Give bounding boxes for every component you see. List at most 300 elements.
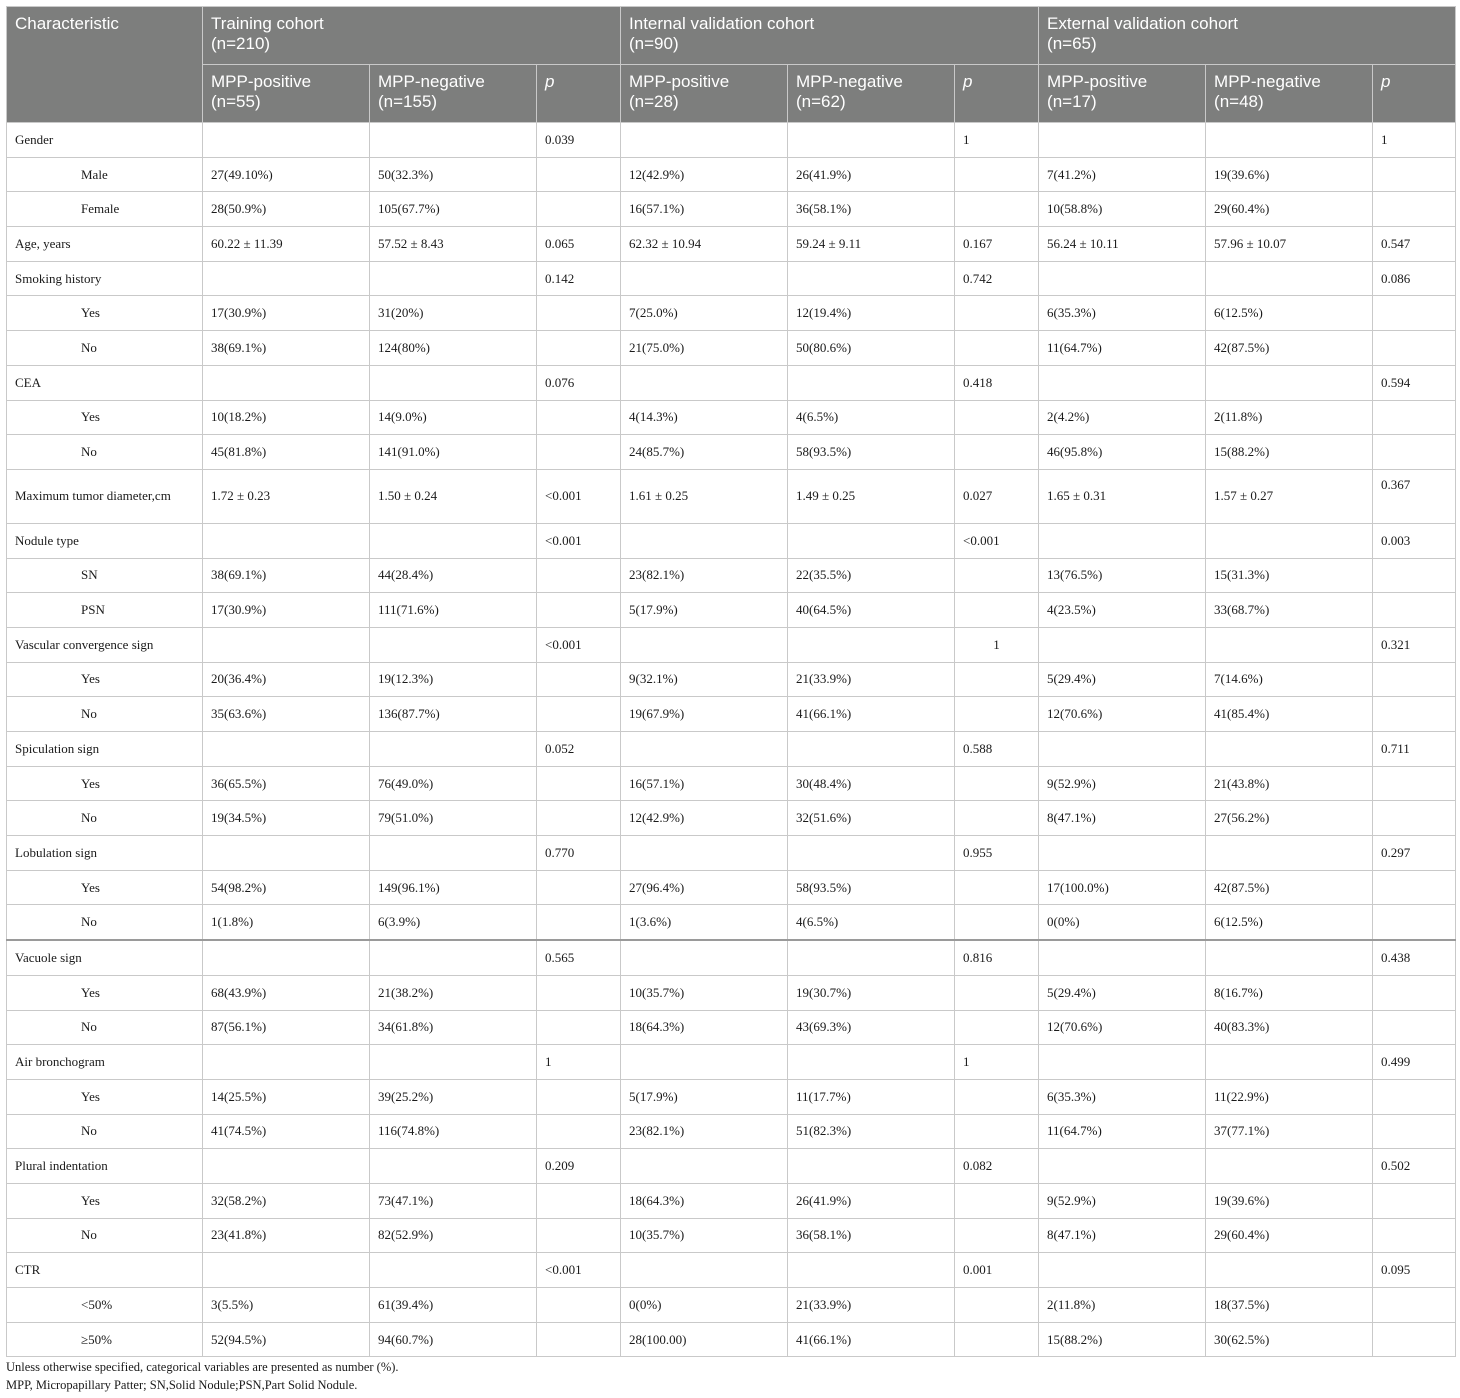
value-cell: 12(42.9%) — [621, 801, 788, 836]
value-cell: 44(28.4%) — [370, 558, 537, 593]
value-cell: 21(75.0%) — [621, 331, 788, 366]
value-cell: 13(76.5%) — [1039, 558, 1206, 593]
row-label: Vascular convergence sign — [7, 627, 203, 662]
value-cell — [203, 1045, 370, 1080]
value-cell — [621, 261, 788, 296]
value-cell — [1206, 1045, 1373, 1080]
value-cell — [1039, 1045, 1206, 1080]
p-value-cell — [1373, 157, 1456, 192]
p-value-cell — [537, 905, 621, 940]
row-label: Age, years — [7, 227, 203, 262]
value-cell — [370, 940, 537, 975]
value-cell: 17(30.9%) — [203, 593, 370, 628]
value-cell: 50(80.6%) — [788, 331, 955, 366]
group-n: (n=28) — [629, 92, 679, 111]
p-value-cell: 0.052 — [537, 732, 621, 767]
value-cell: 21(43.8%) — [1206, 766, 1373, 801]
row-label: Female — [7, 192, 203, 227]
p-value-cell — [1373, 192, 1456, 227]
value-cell — [203, 1253, 370, 1288]
value-cell: 45(81.8%) — [203, 435, 370, 470]
value-cell: 38(69.1%) — [203, 331, 370, 366]
cohort-n: (n=90) — [629, 34, 679, 53]
value-cell — [370, 627, 537, 662]
value-cell — [788, 1149, 955, 1184]
value-cell — [621, 1149, 788, 1184]
value-cell: 6(35.3%) — [1039, 1079, 1206, 1114]
value-cell: 10(35.7%) — [621, 975, 788, 1010]
p-value-cell — [537, 697, 621, 732]
value-cell — [1039, 1149, 1206, 1184]
p-value-cell: 1 — [955, 1045, 1039, 1080]
value-cell — [370, 1045, 537, 1080]
p-value-cell: <0.001 — [537, 469, 621, 523]
value-cell: 10(58.8%) — [1039, 192, 1206, 227]
p-value-cell — [537, 1288, 621, 1323]
value-cell: 50(32.3%) — [370, 157, 537, 192]
table-subrow — [7, 157, 1456, 192]
value-cell: 8(16.7%) — [1206, 975, 1373, 1010]
value-cell: 6(12.5%) — [1206, 296, 1373, 331]
row-label: No — [7, 905, 203, 940]
table-subrow — [7, 296, 1456, 331]
value-cell: 23(82.1%) — [621, 558, 788, 593]
value-cell: 2(4.2%) — [1039, 400, 1206, 435]
p-value-cell — [537, 975, 621, 1010]
row-label: No — [7, 1114, 203, 1149]
p-value-cell: 0.742 — [955, 261, 1039, 296]
row-label: Yes — [7, 662, 203, 697]
value-cell — [1039, 836, 1206, 871]
p-value-cell — [1373, 697, 1456, 732]
header-p-value: p — [1373, 65, 1456, 123]
value-cell: 4(14.3%) — [621, 400, 788, 435]
p-value-cell — [955, 558, 1039, 593]
p-value-cell: 0.418 — [955, 365, 1039, 400]
p-value-cell: 0.065 — [537, 227, 621, 262]
value-cell — [1206, 1253, 1373, 1288]
row-label: No — [7, 801, 203, 836]
value-cell: 40(83.3%) — [1206, 1010, 1373, 1045]
header-row-cohorts — [7, 7, 1456, 65]
value-cell: 9(52.9%) — [1039, 766, 1206, 801]
footnote: MPP, Micropapillary Patter; SN,Solid Nodule;PSN,Part Solid Nodule. — [6, 1378, 358, 1392]
table-row — [7, 365, 1456, 400]
p-value-cell: 1 — [955, 123, 1039, 158]
p-value-cell — [955, 662, 1039, 697]
value-cell — [1039, 365, 1206, 400]
value-cell: 111(71.6%) — [370, 593, 537, 628]
value-cell: 19(39.6%) — [1206, 1183, 1373, 1218]
table-subrow — [7, 975, 1456, 1010]
value-cell: 12(70.6%) — [1039, 697, 1206, 732]
value-cell: 11(22.9%) — [1206, 1079, 1373, 1114]
value-cell: 36(58.1%) — [788, 192, 955, 227]
p-value-cell: 0.588 — [955, 732, 1039, 767]
value-cell: 1.57 ± 0.27 — [1206, 469, 1373, 523]
table-subrow — [7, 331, 1456, 366]
p-value-cell: 0.001 — [955, 1253, 1039, 1288]
p-value-cell — [1373, 1114, 1456, 1149]
p-value-cell — [1373, 1079, 1456, 1114]
value-cell: 28(50.9%) — [203, 192, 370, 227]
value-cell — [621, 732, 788, 767]
value-cell — [370, 523, 537, 558]
value-cell: 19(30.7%) — [788, 975, 955, 1010]
value-cell: 60.22 ± 11.39 — [203, 227, 370, 262]
value-cell: 57.96 ± 10.07 — [1206, 227, 1373, 262]
row-label: Yes — [7, 400, 203, 435]
table-row — [7, 261, 1456, 296]
p-value-cell: 1 — [537, 1045, 621, 1080]
value-cell: 14(9.0%) — [370, 400, 537, 435]
value-cell: 116(74.8%) — [370, 1114, 537, 1149]
p-value-cell — [1373, 296, 1456, 331]
p-value-cell: 0.027 — [955, 469, 1039, 523]
value-cell — [203, 627, 370, 662]
value-cell — [788, 836, 955, 871]
p-value-cell — [1373, 435, 1456, 470]
p-value-cell: 0.816 — [955, 940, 1039, 975]
value-cell — [1206, 261, 1373, 296]
value-cell: 21(33.9%) — [788, 1288, 955, 1323]
value-cell — [788, 365, 955, 400]
p-value-cell — [1373, 1288, 1456, 1323]
value-cell: 15(88.2%) — [1206, 435, 1373, 470]
table-subrow — [7, 1114, 1456, 1149]
value-cell — [203, 365, 370, 400]
value-cell: 8(47.1%) — [1039, 801, 1206, 836]
header-mpp-negative — [1206, 65, 1373, 123]
p-value-cell — [1373, 766, 1456, 801]
value-cell: 1(3.6%) — [621, 905, 788, 940]
value-cell: 18(64.3%) — [621, 1010, 788, 1045]
p-value-cell: 0.086 — [1373, 261, 1456, 296]
value-cell: 19(12.3%) — [370, 662, 537, 697]
p-value-cell — [1373, 1010, 1456, 1045]
p-value-cell: 1 — [955, 627, 1039, 662]
table-subrow — [7, 801, 1456, 836]
p-value-cell — [537, 296, 621, 331]
p-value-cell: 0.003 — [1373, 523, 1456, 558]
value-cell: 1.72 ± 0.23 — [203, 469, 370, 523]
value-cell — [370, 1253, 537, 1288]
group-n: (n=62) — [796, 92, 846, 111]
value-cell: 8(47.1%) — [1039, 1218, 1206, 1253]
table-subrow — [7, 905, 1456, 940]
value-cell: 36(65.5%) — [203, 766, 370, 801]
value-cell: 6(12.5%) — [1206, 905, 1373, 940]
p-value-cell — [537, 662, 621, 697]
p-value-cell: 0.142 — [537, 261, 621, 296]
p-value-cell — [1373, 1218, 1456, 1253]
table-subrow — [7, 1010, 1456, 1045]
value-cell: 11(64.7%) — [1039, 331, 1206, 366]
p-value-cell — [1373, 1322, 1456, 1357]
characteristics-table — [6, 6, 1456, 1357]
cohort-n: (n=65) — [1047, 34, 1097, 53]
value-cell: 24(85.7%) — [621, 435, 788, 470]
p-value-cell — [955, 400, 1039, 435]
value-cell: 26(41.9%) — [788, 1183, 955, 1218]
value-cell: 33(68.7%) — [1206, 593, 1373, 628]
header-mpp-positive — [621, 65, 788, 123]
p-value-cell: 0.711 — [1373, 732, 1456, 767]
value-cell: 141(91.0%) — [370, 435, 537, 470]
table-subrow — [7, 1288, 1456, 1323]
value-cell: 19(67.9%) — [621, 697, 788, 732]
header-external-validation-cohort — [1039, 7, 1456, 65]
group-label: MPP-negative — [796, 72, 903, 91]
value-cell — [788, 123, 955, 158]
value-cell: 27(56.2%) — [1206, 801, 1373, 836]
value-cell — [203, 836, 370, 871]
p-value-cell: 0.565 — [537, 940, 621, 975]
value-cell: 4(6.5%) — [788, 905, 955, 940]
row-label: No — [7, 1010, 203, 1045]
value-cell: 68(43.9%) — [203, 975, 370, 1010]
p-value-cell — [537, 801, 621, 836]
value-cell: 12(42.9%) — [621, 157, 788, 192]
row-label: Smoking history — [7, 261, 203, 296]
value-cell — [621, 627, 788, 662]
table-subrow — [7, 1183, 1456, 1218]
value-cell: 43(69.3%) — [788, 1010, 955, 1045]
table-subrow — [7, 1322, 1456, 1357]
value-cell: 124(80%) — [370, 331, 537, 366]
value-cell — [1206, 365, 1373, 400]
value-cell: 1.50 ± 0.24 — [370, 469, 537, 523]
value-cell — [370, 732, 537, 767]
p-value-cell — [537, 593, 621, 628]
value-cell: 2(11.8%) — [1039, 1288, 1206, 1323]
p-value-cell — [955, 766, 1039, 801]
value-cell: 15(88.2%) — [1039, 1322, 1206, 1357]
p-value-cell — [955, 157, 1039, 192]
value-cell: 87(56.1%) — [203, 1010, 370, 1045]
table-row — [7, 227, 1456, 262]
table-subrow — [7, 870, 1456, 905]
p-value-cell — [1373, 400, 1456, 435]
cohort-n: (n=210) — [211, 34, 271, 53]
table-subrow — [7, 400, 1456, 435]
value-cell: 29(60.4%) — [1206, 192, 1373, 227]
row-label: PSN — [7, 593, 203, 628]
value-cell: 18(64.3%) — [621, 1183, 788, 1218]
p-value-cell: 0.167 — [955, 227, 1039, 262]
value-cell: 31(20%) — [370, 296, 537, 331]
p-value-cell — [955, 593, 1039, 628]
value-cell: 6(3.9%) — [370, 905, 537, 940]
group-label: MPP-negative — [378, 72, 485, 91]
p-value-cell — [1373, 975, 1456, 1010]
value-cell: 39(25.2%) — [370, 1079, 537, 1114]
row-label: Yes — [7, 870, 203, 905]
row-label: No — [7, 1218, 203, 1253]
p-value-cell: <0.001 — [537, 523, 621, 558]
table-subrow — [7, 593, 1456, 628]
header-mpp-positive — [1039, 65, 1206, 123]
value-cell: 73(47.1%) — [370, 1183, 537, 1218]
row-label: Yes — [7, 296, 203, 331]
table-row — [7, 1253, 1456, 1288]
p-value-cell — [537, 1010, 621, 1045]
p-value-cell — [537, 1114, 621, 1149]
value-cell — [1206, 732, 1373, 767]
table-subrow — [7, 697, 1456, 732]
p-value-cell — [955, 1288, 1039, 1323]
header-p-value: p — [955, 65, 1039, 123]
group-label: MPP-negative — [1214, 72, 1321, 91]
value-cell: 20(36.4%) — [203, 662, 370, 697]
value-cell: 0(0%) — [1039, 905, 1206, 940]
p-value-cell — [1373, 870, 1456, 905]
value-cell: 10(18.2%) — [203, 400, 370, 435]
value-cell: 15(31.3%) — [1206, 558, 1373, 593]
value-cell: 41(66.1%) — [788, 1322, 955, 1357]
p-value-cell — [955, 192, 1039, 227]
p-value-cell — [537, 1218, 621, 1253]
value-cell: 1.65 ± 0.31 — [1039, 469, 1206, 523]
cohort-name: External validation cohort — [1047, 14, 1238, 33]
p-value-cell: 0.297 — [1373, 836, 1456, 871]
p-value-cell: 0.076 — [537, 365, 621, 400]
table-row — [7, 1045, 1456, 1080]
header-p-value: p — [537, 65, 621, 123]
value-cell: 76(49.0%) — [370, 766, 537, 801]
table-subrow — [7, 1218, 1456, 1253]
value-cell: 23(41.8%) — [203, 1218, 370, 1253]
header-characteristic: Characteristic — [7, 7, 203, 123]
row-label: SN — [7, 558, 203, 593]
value-cell — [1039, 523, 1206, 558]
value-cell: 3(5.5%) — [203, 1288, 370, 1323]
row-label: CTR — [7, 1253, 203, 1288]
header-mpp-negative — [788, 65, 955, 123]
p-value-cell: 0.039 — [537, 123, 621, 158]
value-cell: 6(35.3%) — [1039, 296, 1206, 331]
table-row — [7, 940, 1456, 975]
header-internal-validation-cohort — [621, 7, 1039, 65]
value-cell — [370, 836, 537, 871]
p-value-cell: <0.001 — [537, 627, 621, 662]
value-cell — [1206, 940, 1373, 975]
value-cell — [1039, 732, 1206, 767]
value-cell: 28(100.00) — [621, 1322, 788, 1357]
value-cell: 94(60.7%) — [370, 1322, 537, 1357]
value-cell: 149(96.1%) — [370, 870, 537, 905]
p-value-cell — [955, 1322, 1039, 1357]
value-cell — [621, 123, 788, 158]
p-value-cell — [537, 435, 621, 470]
value-cell — [788, 1253, 955, 1288]
value-cell — [788, 732, 955, 767]
row-label: ≥50% — [7, 1322, 203, 1357]
row-label: No — [7, 435, 203, 470]
value-cell: 7(41.2%) — [1039, 157, 1206, 192]
value-cell — [788, 627, 955, 662]
row-label: Yes — [7, 1079, 203, 1114]
value-cell — [788, 1045, 955, 1080]
header-mpp-positive — [203, 65, 370, 123]
table-subrow — [7, 435, 1456, 470]
table-row — [7, 1149, 1456, 1184]
row-label: Male — [7, 157, 203, 192]
value-cell: 5(17.9%) — [621, 593, 788, 628]
p-value-cell — [537, 1183, 621, 1218]
value-cell: 41(74.5%) — [203, 1114, 370, 1149]
value-cell: 52(94.5%) — [203, 1322, 370, 1357]
value-cell: 2(11.8%) — [1206, 400, 1373, 435]
value-cell — [621, 365, 788, 400]
value-cell — [788, 523, 955, 558]
p-value-cell — [955, 1114, 1039, 1149]
value-cell: 35(63.6%) — [203, 697, 370, 732]
value-cell: 59.24 ± 9.11 — [788, 227, 955, 262]
row-label: Air bronchogram — [7, 1045, 203, 1080]
value-cell — [370, 365, 537, 400]
value-cell: 32(51.6%) — [788, 801, 955, 836]
value-cell: 18(37.5%) — [1206, 1288, 1373, 1323]
value-cell: 7(14.6%) — [1206, 662, 1373, 697]
p-value-cell — [537, 1079, 621, 1114]
p-value-cell — [955, 1010, 1039, 1045]
value-cell: 9(32.1%) — [621, 662, 788, 697]
value-cell — [621, 1045, 788, 1080]
row-label: <50% — [7, 1288, 203, 1323]
header-mpp-negative — [370, 65, 537, 123]
value-cell: 37(77.1%) — [1206, 1114, 1373, 1149]
value-cell — [1206, 627, 1373, 662]
p-value-cell — [1373, 801, 1456, 836]
table-row — [7, 523, 1456, 558]
value-cell: 56.24 ± 10.11 — [1039, 227, 1206, 262]
value-cell: 5(29.4%) — [1039, 975, 1206, 1010]
value-cell: 30(48.4%) — [788, 766, 955, 801]
table-row — [7, 627, 1456, 662]
table-subrow — [7, 662, 1456, 697]
value-cell — [1039, 1253, 1206, 1288]
value-cell: 22(35.5%) — [788, 558, 955, 593]
group-label: MPP-positive — [629, 72, 730, 91]
p-value-cell — [955, 1218, 1039, 1253]
value-cell: 105(67.7%) — [370, 192, 537, 227]
group-n: (n=48) — [1214, 92, 1264, 111]
p-value-cell — [1373, 662, 1456, 697]
cohort-name: Internal validation cohort — [629, 14, 815, 33]
value-cell: 42(87.5%) — [1206, 870, 1373, 905]
value-cell: 46(95.8%) — [1039, 435, 1206, 470]
value-cell — [788, 261, 955, 296]
p-value-cell: 0.499 — [1373, 1045, 1456, 1080]
value-cell — [621, 1253, 788, 1288]
p-value-cell — [1373, 558, 1456, 593]
p-value-cell: 0.321 — [1373, 627, 1456, 662]
p-value-cell — [1373, 593, 1456, 628]
row-label: CEA — [7, 365, 203, 400]
value-cell: 61(39.4%) — [370, 1288, 537, 1323]
value-cell: 62.32 ± 10.94 — [621, 227, 788, 262]
p-value-cell — [955, 801, 1039, 836]
value-cell: 41(66.1%) — [788, 697, 955, 732]
table-subrow — [7, 766, 1456, 801]
value-cell — [1206, 523, 1373, 558]
p-value-cell — [1373, 905, 1456, 940]
value-cell — [203, 261, 370, 296]
value-cell: 11(17.7%) — [788, 1079, 955, 1114]
value-cell: 42(87.5%) — [1206, 331, 1373, 366]
value-cell: 4(23.5%) — [1039, 593, 1206, 628]
